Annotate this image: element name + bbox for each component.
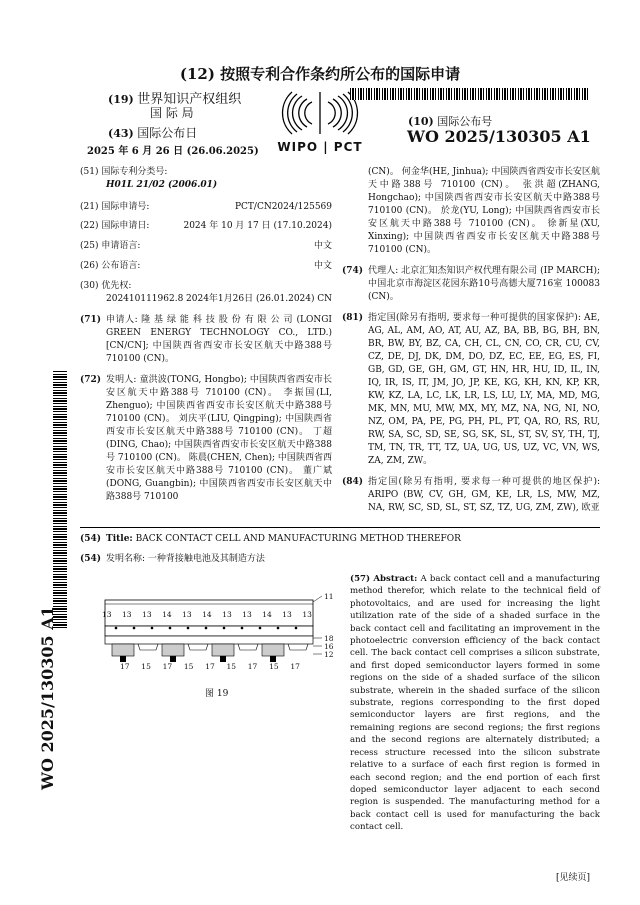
figure-label-18: 18 [324,634,334,643]
figure-caption: 图 19 [205,689,229,699]
org-name: 世界知识产权组织 [137,92,242,107]
org-code: (19) [108,93,134,106]
figure-bottom-labels: 17 15 17 15 17 15 17 15 17 [120,662,300,671]
pub-lang-field: (26) 公布语言: 中文 [80,261,332,271]
title-zh: (54) 发明名称: 一种背接触电池及其制造方法 [80,554,265,564]
pub-date-code: (43) [108,127,134,140]
cell-cross-section-diagram [100,590,340,700]
title-en: (54) Title: BACK CONTACT CELL AND MANUFACTURING METHOD THEREFOR [80,534,461,544]
pub-no-label: 国际公布号 [437,115,493,128]
barcode-side [53,370,67,628]
abstract-text: A back contact cell and a manufacturing method therefor, which relate to the technical field of photovoltaics, and are used for increasing the light utilization rate of the side of a shaded surface in the back contact cell and facilitating an improvement in the photoelectric conversion efficiency of the back contact cell. The back contact cell comprises a silicon substrate, and first doped semiconductor layers formed in some regions on the side of a shaded surface of the silicon substrate, wherein in the shaded surface of the silicon substrate, regions corresponding to the first doped semiconductor layers are first regions, and the remaining regions are second regions; the first regions and the second regions are alternately distributed; a recess structure recessed into the silicon substrate relative to a surface of each first region is formed in each second region; and the end portion of each first doped semiconductor layer adjacent to each second region is suspended. The manufacturing method for a back contact cell is used for manufacturing the back contact cell. [350,574,600,833]
pub-date-label: 国际公布日 [137,126,198,140]
figure-label-11: 11 [324,592,334,601]
filing-date-field: (22) 国际申请日: 2024 年 10 月 17 日 (17.10.2024) [80,221,332,231]
figure-label-16: 16 [324,642,334,651]
ipc-field: (51) 国际专利分类号: [80,167,168,177]
designated-states-field: (81) 指定国(除另有指明, 要求每一种可提供的国家保护): AE, AG, AL, AM, AO, AT, AU, AZ, BA, BB, BG, BH, BN, BR, BW, BY, BZ, CA, CH, CL, CN, CO, CR, CU, CV, CZ, DE, DJ, DK, DM, DO, DZ, EC, EE, EG, ES, FI, GB, GD, GE, GH, GM, GT, HN, HR, HU, ID, IL, IN, IQ, IR, IS, IT, JM, JO, JP, KE, KG, KH, KN, KP, KR, KW, KZ, LA, LC, LK, LR, LS, LU, LY, MA, MD, MG, MK, MN, MU, MW, MX, MY, MZ, NA, NG, NI, NO, NZ, OM, PA, PE, PG, PH, PL, PT, QA, RO, RS, RU, RW, SA, SC, SD, SE, SG, SK, SL, ST, SV, SY, TH, TJ, TM, TN, TR, TT, TZ, UA, UG, US, UZ, VC, VN, WS, ZA, ZM, ZW。 [342,313,600,466]
pub-date-value: 2025 年 6 月 26 日 (26.06.2025) [87,146,259,157]
app-no-field: (21) 国际申请号: PCT/CN2024/125569 [80,202,332,212]
pub-no-value: WO 2025/130305 A1 [407,127,591,146]
left-column [80,166,332,504]
abstract-label: Abstract: [373,574,418,584]
org-sub: 国 际 局 [150,106,194,120]
side-pub-number: WO 2025/130305 A1 [38,606,57,790]
pub-date-block [108,124,197,141]
filing-lang-field: (25) 申请语言: 中文 [80,241,332,251]
applicant-field: (71) 申请人: 隆 基 绿 能 科 技 股 份 有 限 公 司 (LONGI GREEN ENERGY TECHNOLOGY CO., LTD.) [CN/CN]; 中国陕西省西安市长安区航天中路388号 710100 (CN)。 [80,315,332,364]
document-title: (12) 按照专利合作条约所公布的国际申请 [179,65,461,83]
continuation-note: [见续页] [556,873,591,883]
figure-19 [100,590,340,700]
figure-top-labels: 13 13 13 14 13 14 13 13 14 13 13 [102,610,312,619]
abstract [350,573,600,834]
figure-label-12: 12 [324,650,334,659]
inventor-field: (72) 发明人: 童洪波(TONG, Hongbo); 中国陕西省西安市长安区航天中路388号 710100 (CN)。 李振国(LI, Zhenguo); 中国陕西省西安市长安区航天中路388号 710100 (CN)。 刘庆平(LIU, Qingping); 中国陕西省西安市长安区航天中路388号 710100 (CN)。 丁超(DING, Chao); 中国陕西省西安市长安区航天中路388号 710100 (CN)。 陈晨(CHEN, Chen); 中国陕西省西安市长安区航天中路388号 710100 (CN)。 董广斌(DONG, Guangbin); 中国陕西省西安市长安区航天中路388号 710100 [80,375,332,502]
barcode-top [350,88,588,100]
agent-field: (74) 代理人: 北京汇知杰知识产权代理有限公司 (IP MARCH); 中国北京市海淀区花园东路10号高德大厦716室 100083 (CN)。 [342,266,600,302]
inventor-cont: (CN)。 何金华(HE, Jinhua); 中国陕西省西安市长安区航天中路388号 710100 (CN)。 张洪超(ZHANG, Hongchao); 中国陕西省西安市长安区航天中路388号 710100 (CN)。 於龙(YU, Long); 中国陕西省西安市长安区航天中路388号 710100 (CN)。 徐新星(XU, Xinxing); 中国陕西省西安市长安区航天中路388号 710100 (CN)。 [368,167,600,255]
priority-row: 202410111962.8 2024年1月26日 (26.01.2024) CN [106,294,332,304]
logo-text: WIPO | PCT [277,140,363,154]
right-column [342,166,600,515]
pub-no-code: (10) [408,115,434,128]
priority-field: (30) 优先权: [80,281,132,291]
divider [80,527,600,528]
abstract-code: (57) [350,574,371,584]
regional-states-field: (84) 指定国(除另有指明, 要求每一种可提供的地区保护): ARIPO (BW, CV, GH, GM, KE, LR, LS, MW, MZ, NA, RW, SC, SD, SL, ST, SZ, TZ, UG, ZM, ZW), 欧亚 [342,477,600,513]
ipc-value: H01L 21/02 (2006.01) [106,180,218,190]
